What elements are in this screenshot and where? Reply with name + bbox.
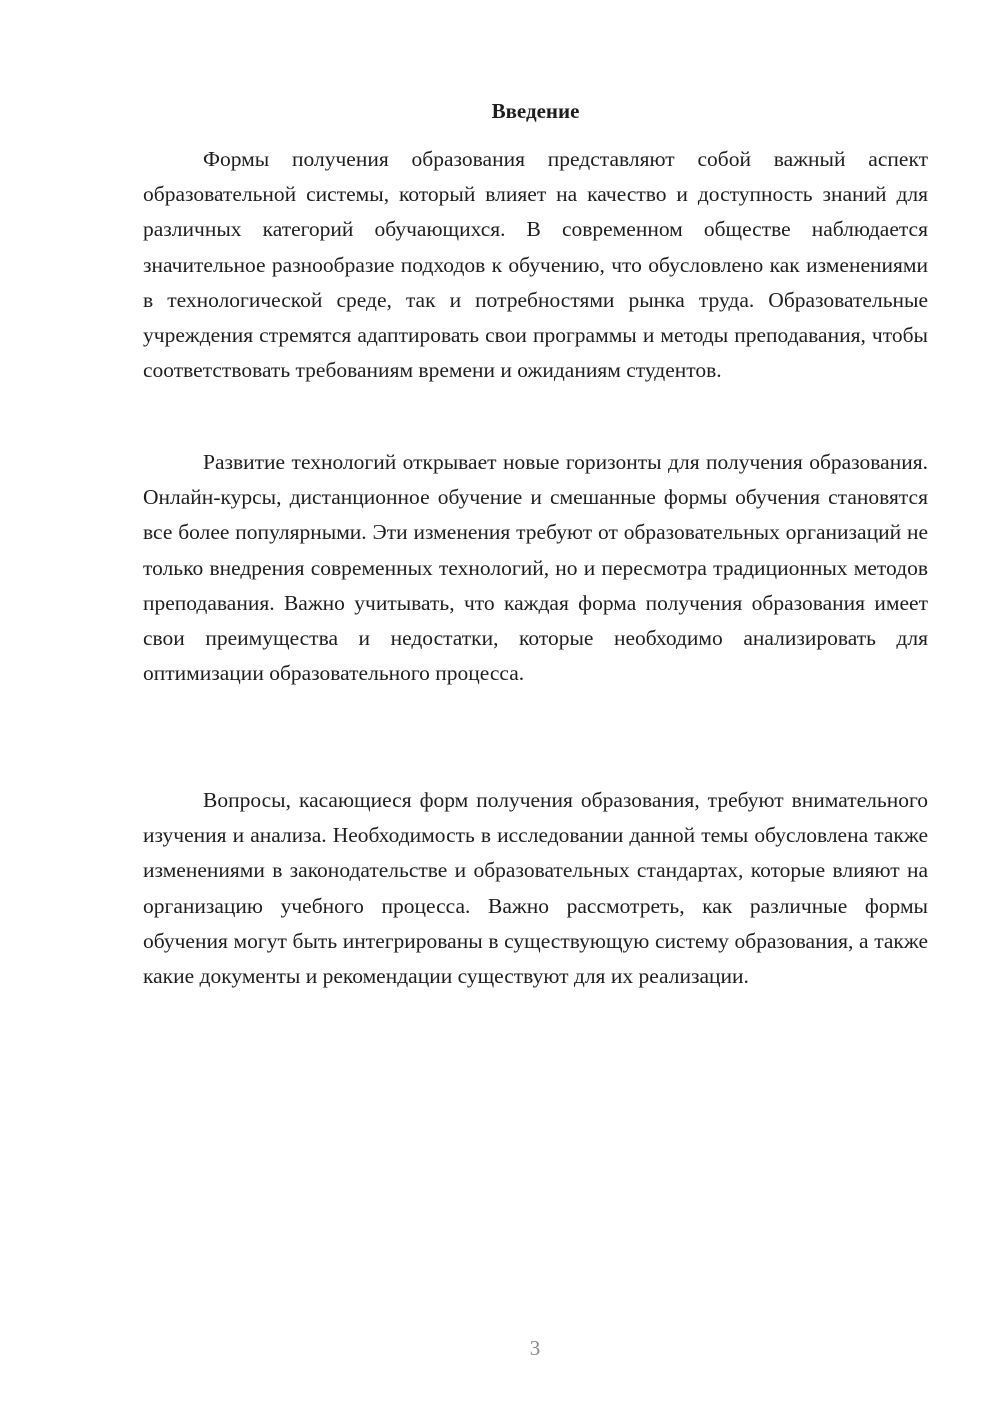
paragraph-2: Развитие технологий открывает новые горизонты для получения образования. Онлайн-курсы, дистанционное обучение и смешанные формы обучения становятся все более популярными. Эти изменения требуют от образовательных организаций не только внедрения современных технологий, но и пересмотра традиционных методов преподавания. Важно учитывать, что каждая форма получения образования имеет свои преимущества и недостатки, которые необходимо анализировать для оптимизации образовательного процесса. [143, 450, 928, 686]
paragraph-1: Формы получения образования представляют собой важный аспект образовательной системы, который влияет на качество и доступность знаний для различных категорий обучающихся. В современном обществе наблюдается значительное разнообразие подходов к обучению, что обусловлено как изменениями в технологической среде, так и потребностями рынка труда. Образовательные учреждения стремятся адаптировать свои программы и методы преподавания, чтобы соответствовать требованиям времени и ожиданиям студентов. [143, 147, 928, 383]
section-heading: Введение [491, 99, 580, 123]
paragraph-3: Вопросы, касающиеся форм получения образования, требуют внимательного изучения и анализа. Необходимость в исследовании данной темы обусловлена также изменениями в законодательстве и образовательных стандартах, которые влияют на организацию учебного процесса. Важно рассмотреть, как различные формы обучения могут быть интегрированы в существующую систему образования, а также какие документы и рекомендации существуют для их реализации. [143, 788, 928, 989]
page-number: 3 [529, 1336, 541, 1360]
